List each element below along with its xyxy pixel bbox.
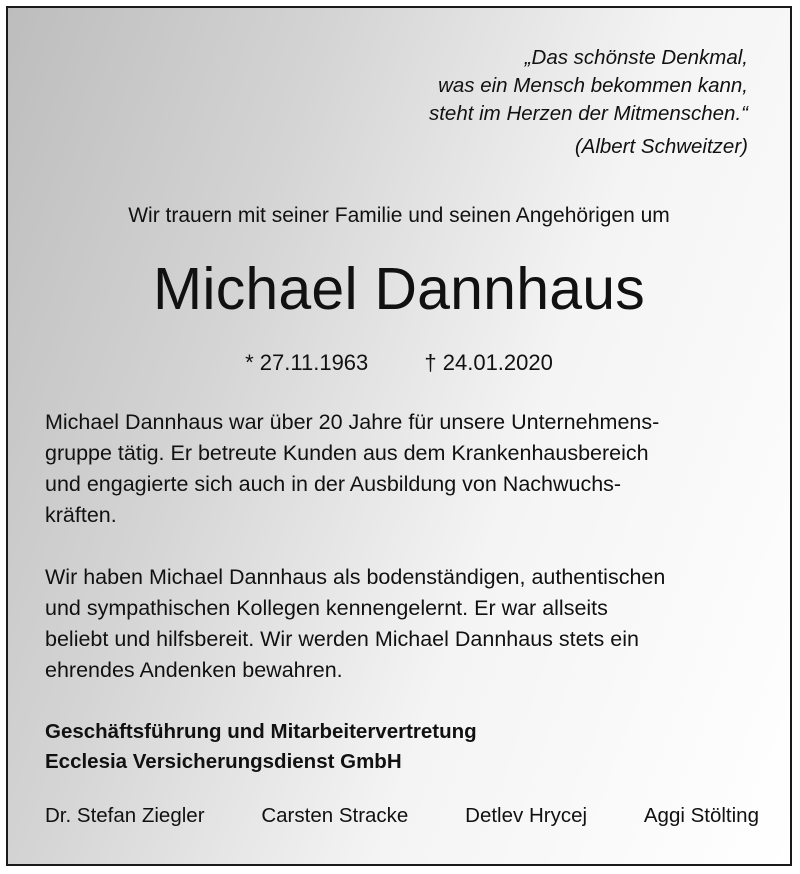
birth-date: * 27.11.1963 bbox=[245, 350, 369, 375]
paragraph-line: und engagierte sich auch in der Ausbildung von Nachwuchs- bbox=[45, 472, 622, 496]
paragraph-tribute bbox=[45, 562, 785, 686]
obituary-frame bbox=[6, 6, 792, 866]
quote-author: (Albert Schweitzer) bbox=[574, 135, 748, 158]
intro-text: Wir trauern mit seiner Familie und seinen Angehörigen um bbox=[128, 204, 670, 227]
quote-block bbox=[188, 44, 748, 161]
paragraph-line: beliebt und hilfsbereit. Wir werden Michael Dannhaus stets ein bbox=[45, 627, 639, 651]
signatory-name: Aggi Stölting bbox=[643, 804, 759, 827]
signature-management: Geschäftsführung und Mitarbeitervertretung bbox=[45, 720, 477, 743]
paragraph-line: Wir haben Michael Dannhaus als bodenständigen, authentischen bbox=[45, 565, 666, 589]
paragraph-line: und sympathischen Kollegen kennengelernt. Er war allseits bbox=[45, 596, 608, 620]
paragraph-line: gruppe tätig. Er betreute Kunden aus dem Krankenhausbereich bbox=[45, 441, 649, 465]
paragraph-career bbox=[45, 407, 785, 531]
deceased-name: Michael Dannhaus bbox=[153, 256, 645, 322]
paragraph-line: Michael Dannhaus war über 20 Jahre für unsere Unternehmens- bbox=[45, 410, 660, 434]
paragraph-line: ehrendes Andenken bewahren. bbox=[45, 658, 343, 682]
quote-line: steht im Herzen der Mitmenschen.“ bbox=[428, 102, 748, 125]
signatory-name: Detlev Hrycej bbox=[465, 804, 588, 827]
signatory-list bbox=[45, 804, 759, 828]
death-date: † 24.01.2020 bbox=[424, 350, 553, 375]
quote-line: was ein Mensch bekommen kann, bbox=[438, 74, 748, 97]
signatory-name: Carsten Stracke bbox=[261, 804, 409, 827]
signatory-name: Dr. Stefan Ziegler bbox=[45, 804, 205, 827]
quote-line: „Das schönste Denkmal, bbox=[524, 46, 748, 69]
signature-block bbox=[45, 717, 477, 777]
signature-company: Ecclesia Versicherungsdienst GmbH bbox=[45, 750, 402, 773]
paragraph-line: kräften. bbox=[45, 503, 117, 527]
life-dates bbox=[8, 350, 790, 376]
